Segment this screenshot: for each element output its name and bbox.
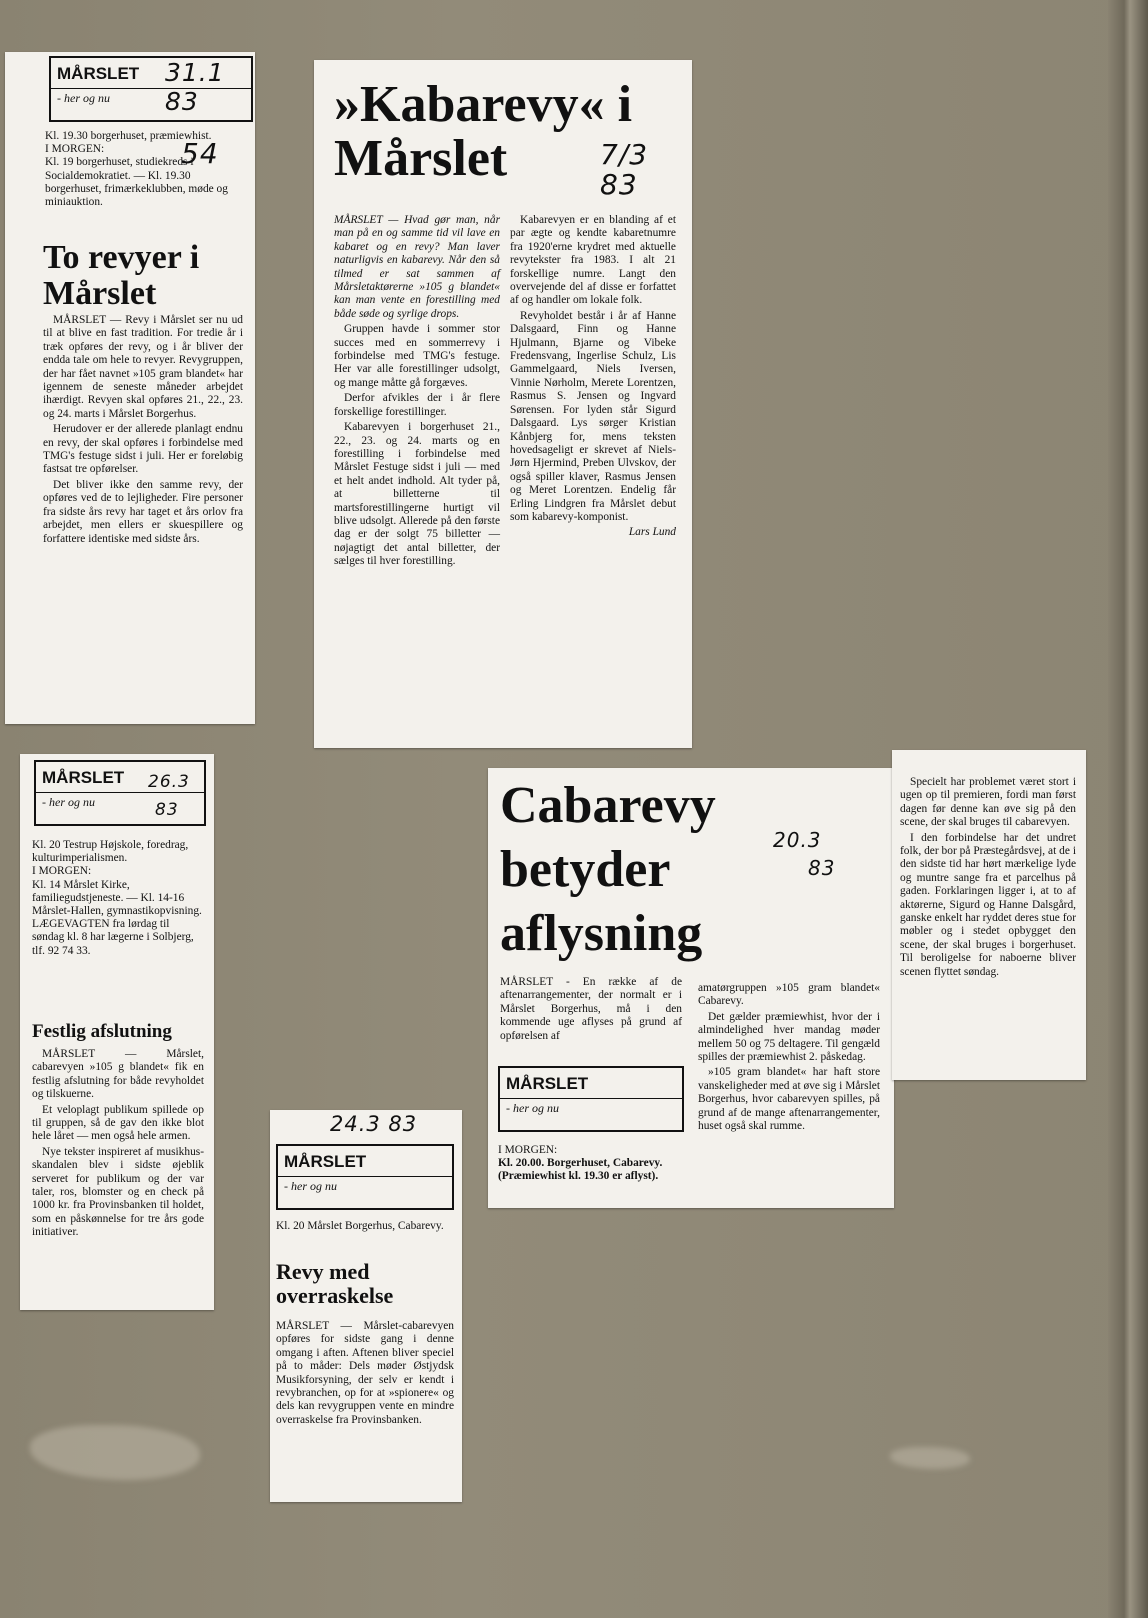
page-edge <box>1108 0 1148 1618</box>
listing-line: I MORGEN: <box>32 865 92 878</box>
lead-paragraph: MÅRSLET - En række af de aftenarrangementer, der normalt er i Mårslet Borgerhus, må i den kommende uge aflyses på grund af opførelsen af <box>500 976 682 1042</box>
paragraph: »105 gram blandet« har haft store vanskeligheder med at øve sig i Mårslet Borgerhus, hvor cabarevyen spilles, på grund af de mange aftenarrangementer, huset også skal rumme. <box>698 1066 880 1133</box>
headline: Festlig afslutning <box>32 1021 172 1042</box>
article-body <box>32 1048 204 1240</box>
headline: »Kabarevy« i Mårslet <box>334 76 633 187</box>
listing-line: I MORGEN: <box>498 1144 558 1156</box>
listing-line: I MORGEN: <box>45 143 105 156</box>
masthead-title: MÅRSLET <box>278 1146 452 1177</box>
article-column-3 <box>900 776 1076 979</box>
listing-line: LÆGEVAGTEN fra lørdag til søndag kl. 8 har lægerne i Solbjerg, tlf. 92 74 33. <box>32 918 194 957</box>
article-body <box>43 314 243 546</box>
listing-line: Kl. 20 Testrup Højskole, foredrag, kulturimperialismen. <box>32 839 189 865</box>
paragraph: Det bliver ikke den samme revy, der opføres ved de to lejligheder. Fire personer fra sidste års revy har taget et års orlov fra arbejdet, men ellers er skuespillere og forfattere identiske med sidste års. <box>43 478 243 545</box>
listings <box>45 130 245 209</box>
masthead <box>34 760 206 826</box>
masthead <box>498 1066 684 1132</box>
clipping-festlig-afslutning <box>20 754 214 1310</box>
handwritten-year: 83 <box>808 856 836 880</box>
paragraph: Gruppen havde i sommer stor succes med en sommerrevy i forbindelse med TMG's festuge. Her var alle forestillinger udsolgt, og mange måtte gå forgæves. <box>334 323 500 389</box>
listing-line: Kl. 19 borgerhuset, studiekreds i Socialdemokratiet. — Kl. 19.30 borgerhuset, frimærkeklubben, møde og miniauktion. <box>45 156 228 209</box>
handwritten-date: 7/3 83 <box>600 138 649 201</box>
handwritten-date: 26.3 <box>148 772 190 792</box>
masthead-subtitle: - her og nu <box>57 91 110 105</box>
paragraph: Herudover er der allerede planlagt endnu en revy, der skal opføres i forbindelse med TMG's festuge sidst i juli. Her er foreløbig fastsat tre opførelser. <box>43 423 243 476</box>
handwritten-year: 83 <box>155 800 179 820</box>
listings <box>32 839 204 958</box>
paragraph: Kabarevyen i borgerhuset 21., 22., 23. og 24. marts og en forestilling i forbindelse med Mårslet Festuge sidst i juli — med et helt andet indhold. Alt tyder på, at billetterne til martsforestillingerne hurtigt vil blive udsolgt. Allerede på den første dag er der solgt 75 billetter — nøjagtigt det antal billetter, der sælges til hver forestilling. <box>334 421 500 568</box>
headline: Revy med overraskelse <box>276 1259 394 1308</box>
masthead-subtitle: - her og nu <box>284 1179 337 1193</box>
listing-line: Kl. 14 Mårslet Kirke, familiegudstjeneste. — Kl. 14-16 Mårslet-Hallen, gymnastikopvisning. <box>32 878 202 918</box>
listing-line: Kl. 20 Mårslet Borgerhus, Cabarevy. <box>276 1220 444 1232</box>
paragraph: MÅRSLET — Revy i Mårslet ser nu ud til at blive en fast tradition. For tredie år i træk opføres der revy, og i år bliver der endda tale om hele to revyer. Revygruppen, der har fået navnet »105 gram blandet« har igennem de seneste måneder arbejdet ihærdigt. Revyen skal opføres 21., 22., 23. og 24. marts i Mårslet Borgerhus. <box>43 314 243 420</box>
paragraph: MÅRSLET — Mårslet, cabarevyen »105 g blandet« fik en festlig afslutning for både revyholdet og tilskuerne. <box>32 1048 204 1101</box>
masthead-title: MÅRSLET <box>36 762 204 793</box>
masthead-subtitle: - her og nu <box>42 795 95 809</box>
clipping-cabarevy-aflysning-continued <box>892 750 1086 1080</box>
handwritten-date: 24.3 83 <box>330 1112 418 1136</box>
paragraph: amatørgruppen »105 gram blandet« Cabarevy. <box>698 982 880 1008</box>
masthead-title: MÅRSLET <box>500 1068 682 1099</box>
clipping-to-revyer <box>5 52 255 724</box>
handwritten-date: 20.3 <box>773 828 822 852</box>
signature: Lars Lund <box>628 526 676 539</box>
paragraph: Det gælder præmiewhist, hvor der i almindelighed hver mandag møder mellem 50 og 75 deltagere. Til gengæld spilles der præmiewhist 2. påskedag. <box>698 1010 880 1064</box>
clipping-revy-med-overraskelse <box>270 1110 462 1502</box>
masthead-title: MÅRSLET <box>51 58 251 89</box>
paragraph: Kabarevyen er en blanding af et par ægte og kendte kabaretnumre fra 1920'erne krydret med aktuelle revytekster fra 1983. I alt 21 forskellige numre. Langt den overvejende del af disse er forfattet af og handler om lokale folk. <box>510 214 676 307</box>
paragraph: Derfor afvikles der i år flere forskellige forestillinger. <box>334 392 500 418</box>
article-column-1 <box>500 976 682 1043</box>
article-body <box>276 1320 454 1427</box>
headline: Cabarevy betyder aflysning <box>500 777 716 962</box>
listing-line: Kl. 19.30 borgerhuset, præmiewhist. <box>45 130 212 142</box>
clipping-cabarevy-aflysning <box>488 768 894 1208</box>
paragraph: Specielt har problemet været stort i ugen op til premieren, fordi man først dagen før denne kan øve sig på den scene, der skal bruges til cabarevyen. <box>900 776 1076 829</box>
paragraph: Revyholdet består i år af Hanne Dalsgaard, Finn og Hanne Hjulmann, Bjarne og Vibeke Fredensvang, Ingerlise Schulz, Lis Gammelgaard, Niels Iversen, Vinnie Nørholm, Merete Lorentzen, Rasmus S. Jensen og Ingvard Sørensen. For lyden står Sigurd Dalsgaard. Lys sørger Kristian Kånbjerg for, mens teksten hovedsageligt er skrevet af Niels-Jørn Hjermind, Preben Ulvskov, der også spiller klaver, Rasmus Jensen og Meret Lorentzen. Endelig får Erling Lindgren fra Mårslet debut som kabarevy-komponist. <box>510 309 676 523</box>
clipping-kabarevy <box>314 60 692 748</box>
masthead <box>276 1144 454 1210</box>
article-column-2 <box>698 982 880 1133</box>
paragraph: MÅRSLET — Mårslet-cabarevyen opføres for sidste gang i denne omgang i aften. Aftenen bliver speciel på to måder: Dels møder Østjydsk Musikforsyning, der selv er kendt i revybranchen, op for at »spionere« og dels kan revygruppen vente en mindre overraskelse fra Provinsbanken. <box>276 1320 454 1426</box>
listings <box>498 1144 684 1184</box>
paragraph: Nye tekster inspireret af musikhus-skandalen blev i sidste øjeblik serveret for publikum og der var taler, ros, blomster og en check på 1000 kr. fra Provinsbanken til holdet, som en påskønnelse for tre års gode initiativer. <box>32 1145 204 1239</box>
headline: To revyer i Mårslet <box>43 239 200 312</box>
handwritten-number: 54 <box>181 137 219 170</box>
lead-paragraph: MÅRSLET — Hvad gør man, når man på en og samme tid vil lave en kabaret og en revy? Man laver naturligvis en kabarevy. Når den så tilmed er sat sammen af Mårsletaktørerne »105 g blandet« kan man vente en forestilling med både søde og syrlige drops. <box>334 214 500 320</box>
article-column-2 <box>510 214 676 540</box>
masthead-subtitle: - her og nu <box>506 1101 559 1115</box>
paragraph: I den forbindelse har det undret folk, der bor på Præstegårdsvej, at de i den sidste tid har hørt mærkelige lyde og muntre sange fra et parcelhus på gaden. Forklaringen ligger i, at to af aktørerne, Sigurd og Hanne Dalsgård, ganske enkelt har ryddet deres stue for møbler og i stedet opbygget den scene, der skal bruges i borgerhuset. Til beroligelse for naboerne bliver scenen flyttet søndag. <box>900 831 1076 978</box>
listing-line: Kl. 20.00. Borgerhuset, Cabarevy. (Præmiewhist kl. 19.30 er aflyst). <box>498 1157 663 1183</box>
article-column-1 <box>334 214 500 569</box>
handwritten-date: 31.1 83 <box>165 58 225 116</box>
paragraph: Et veloplagt publikum spillede op til gruppen, så de gav den ikke blot hele låret — men også hele armen. <box>32 1103 204 1143</box>
